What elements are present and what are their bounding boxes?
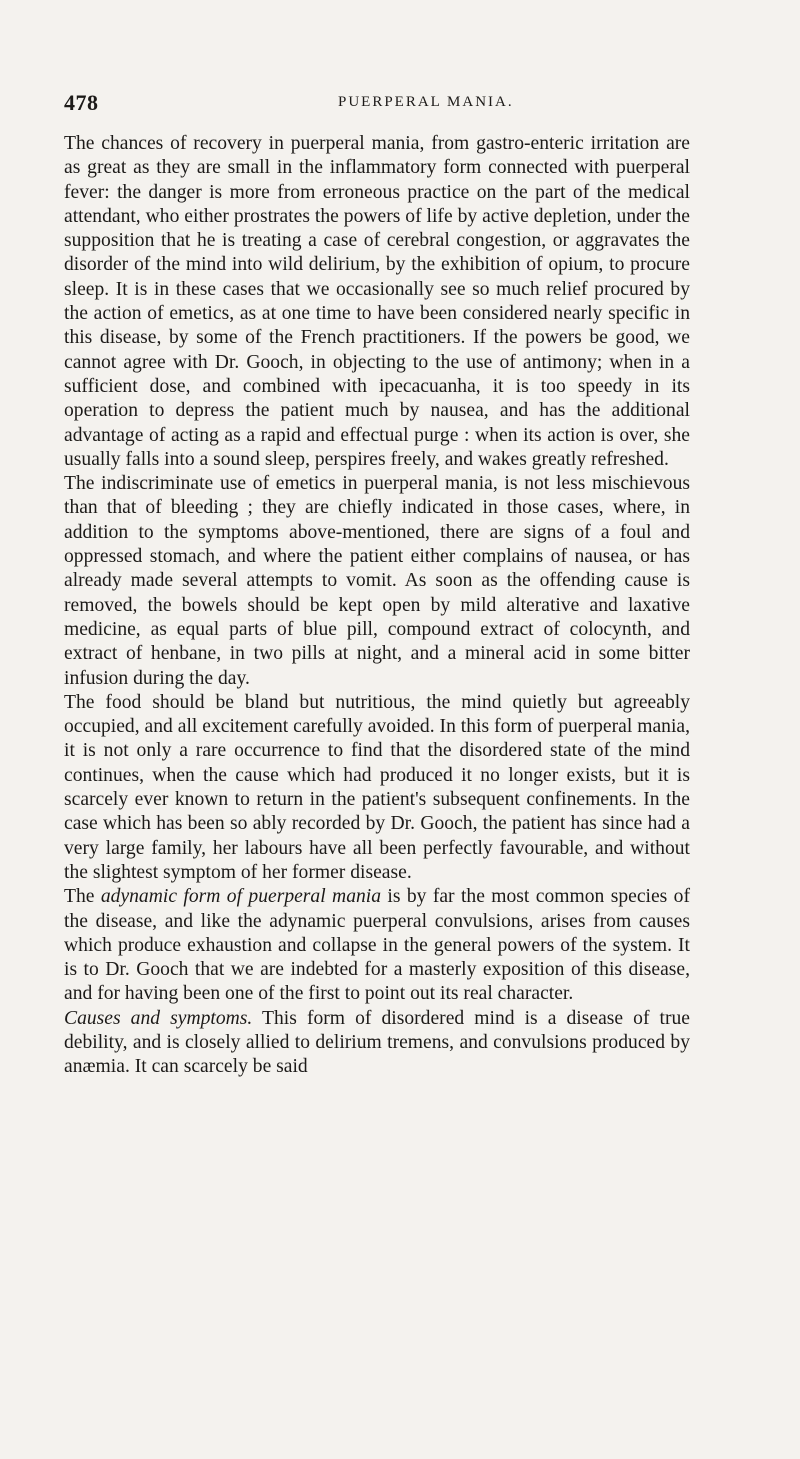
paragraph-1: The chances of recovery in puerperal mania, from gastro-enteric irritation are as great as they are small in the inflammatory form connected with puerperal fever: the danger is more from erroneous practice on the part of the medical attendant, who either prostrates the powers of life by active depletion, under the supposition that he is treating a case of cerebral congestion, or aggravates the disorder of the mind into wild delirium, by the exhibition of opium, to procure sleep. It is in these cases that we occasionally see so much relief procured by the action of emetics, as at one time to have been considered nearly specific in this disease, by some of the French practitioners. If the powers be good, we cannot agree with Dr. Gooch, in objecting to the use of antimony; when in a sufficient dose, and combined with ipecacuanha, it is too speedy in its operation to depress the patient much by nausea, and has the additional advantage of acting as a rapid and effectual purge : when its action is over, she usually falls into a sound sleep, perspires freely, and wakes greatly refreshed. [64,133,690,470]
paragraph-4-lead: The [64,886,101,908]
paragraph-3: The food should be bland but nutritious, the mind quietly but agreeably occupied, and all excitement carefully avoided. In this form of puerperal mania, it is not only a rare occurrence to find that the disordered state of the mind continues, when the cause which had produced it no longer exists, but it is scarcely ever known to return in the patient's subsequent confinements. In the case which has been so ably recorded by Dr. Gooch, the patient has since had a very large family, her labours have all been perfectly favourable, and without the slightest symptom of her former disease. [64,691,690,883]
paragraph-4-text: is by far the most common species of the disease, and like the adynamic puerperal convulsions, arises from causes which produce exhaustion and collapse in the general powers of the system. It is to Dr. Gooch that we are indebted for a masterly exposition of this disease, and for having been one of the first to point out its real character. [64,886,690,1005]
body-text [64,132,690,1080]
page-header [64,90,684,116]
paragraph-5 [64,1007,690,1080]
page-number: 478 [64,90,99,115]
causes-symptoms-heading: Causes and symptoms. [64,1007,253,1029]
paragraph-4 [64,885,690,1006]
adynamic-form-term: adynamic form of puerperal mania [100,886,382,908]
paragraph-5-text: This form of disordered mind is a disease of true debility, and is closely allied to delirium tremens, and convulsions produced by anæmia. It can scarcely be said [64,1007,691,1078]
running-head: PUERPERAL MANIA. [338,94,514,110]
paragraph-2: The indiscriminate use of emetics in puerperal mania, is not less mischievous than that of bleeding ; they are chiefly indicated in those cases, where, in addition to the symptoms above-mentioned, there are signs of a foul and oppressed stomach, and where the patient either complains of nausea, or has already made several attempts to vomit. As soon as the offending cause is removed, the bowels should be kept open by mild alterative and laxative medicine, as equal parts of blue pill, compound extract of colocynth, and extract of henbane, in two pills at night, and a mineral acid in some bitter infusion during the day. [64,473,690,689]
